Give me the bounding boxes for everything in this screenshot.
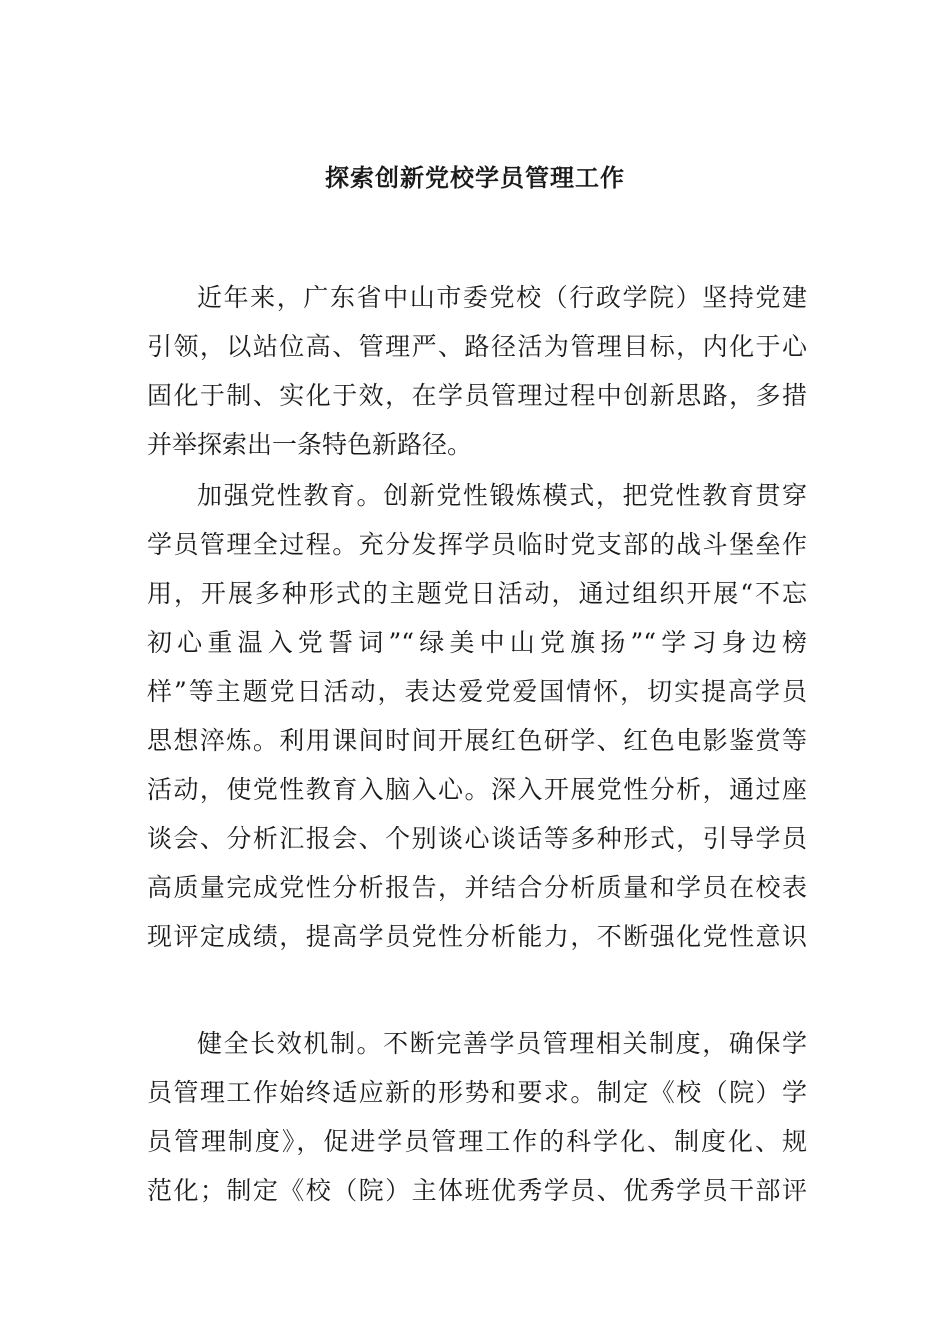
paragraph-line: 学员管理全过程。充分发挥学员临时党支部的战斗堡垒作 (147, 530, 807, 559)
paragraph-intro (147, 273, 807, 469)
paragraph-line: 谈会、分析汇报会、个别谈心谈话等多种形式，引导学员 (147, 824, 807, 853)
paragraph-line: 引领，以站位高、管理严、路径活为管理目标，内化于心 (147, 332, 807, 361)
paragraph-line: 加强党性教育。创新党性锻炼模式，把党性教育贯穿 (197, 481, 807, 510)
paragraph-line: 员管理制度》，促进学员管理工作的科学化、制度化、规 (147, 1127, 807, 1156)
paragraph-line: 高质量完成党性分析报告，并结合分析质量和学员在校表 (147, 873, 807, 902)
paragraph-line: 样”等主题党日活动，表达爱党爱国情怀，切实提高学员 (147, 677, 807, 706)
paragraph-line: 并举探索出一条特色新路径。 (147, 430, 473, 459)
paragraph-line: 近年来，广东省中山市委党校（行政学院）坚持党建 (197, 283, 807, 312)
paragraph-long-term-mechanism (147, 1019, 807, 1215)
paragraph-line: 用，开展多种形式的主题党日活动，通过组织开展“不忘 (147, 579, 807, 608)
paragraph-line: 思想淬炼。利用课间时间开展红色研学、红色电影鉴赏等 (147, 726, 807, 755)
paragraph-line: 现评定成绩，提高学员党性分析能力，不断强化党性意识 (147, 922, 807, 951)
paragraph-party-education (147, 471, 807, 961)
document-title: 探索创新党校学员管理工作 (325, 163, 625, 192)
paragraph-line: 范化；制定《校（院）主体班优秀学员、优秀学员干部评 (147, 1176, 807, 1205)
paragraph-line: 活动，使党性教育入脑入心。深入开展党性分析，通过座 (147, 775, 807, 804)
paragraph-line: 健全长效机制。不断完善学员管理相关制度，确保学 (197, 1029, 807, 1058)
paragraph-line: 初心重温入党誓词”“绿美中山党旗扬”“学习身边榜 (147, 628, 807, 657)
paragraph-line: 员管理工作始终适应新的形势和要求。制定《校（院）学 (147, 1078, 807, 1107)
paragraph-line: 固化于制、实化于效，在学员管理过程中创新思路，多措 (147, 381, 807, 410)
